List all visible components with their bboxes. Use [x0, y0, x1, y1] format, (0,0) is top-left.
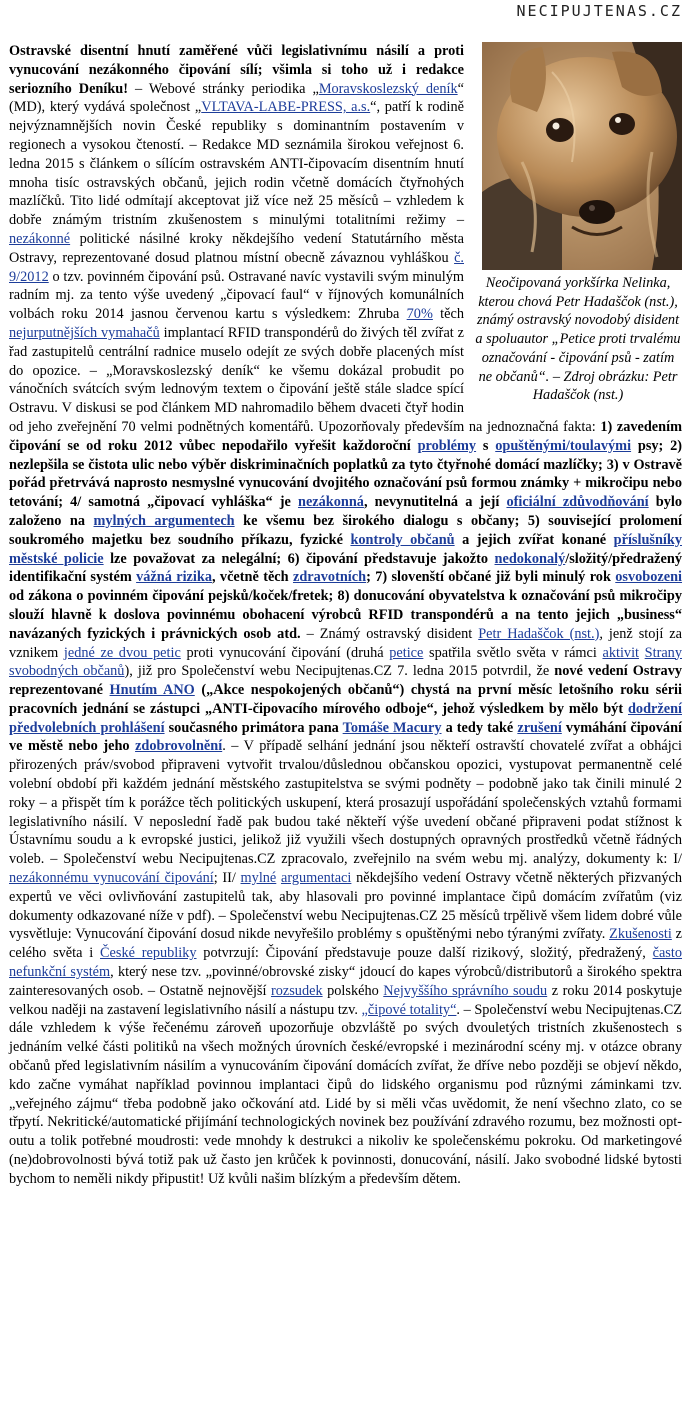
article-text: a tedy také	[441, 719, 518, 736]
article-link[interactable]: problémy	[417, 437, 477, 454]
article-text: , včetně těch	[211, 569, 293, 586]
article-link[interactable]: České republiky	[100, 945, 197, 962]
article-link[interactable]: Strany svobodných občanů	[9, 644, 682, 680]
article-text: ; 7) slovenští občané již byli minulý rok	[366, 569, 616, 586]
article-text: ; II/	[213, 870, 241, 887]
article-link[interactable]: často nefunkční systém	[9, 945, 682, 981]
article-text: lze považovat za nelegální; 6) čipování představuje jakožto	[103, 550, 495, 567]
article-text: . – Společenství webu Necipujtenas.CZ dále vzhledem k výše řečenému zároveň upozorňuje obzvláště po svých dvouletých tristních zkušenostech s jednáním velké části politiků na všech možných úrovních české/evropské i mezinárodní scény mj. v otázce obrany občanů před legislativním násilím a vynucováním čipování domácích zvířat, že dříve nebo později se objeví někdo, kdo začne vymáhat například povinnou implantaci čipů do lidského organismu pod různými záminkami tzv. „veřejného zájmu“ třeba podobně jako očkování atd. Lidé by si měli včas uvědomit, že není všechno zlato, co se třpytí. Nekritické/automatické přijímání technologických novinek bez používání zdravého rozumu, bez možnosti opt-outu a tolik potřebné moudrosti: vede mnohdy k destrukci a nikoliv ke společenskému pokroku. Od marketingové (ne)dobrovolnosti bývá totiž pak už často jen krůček k povinnosti, donucování, násilí. Jako svobodné lidské bytosti bychom to neměli nikdy připustit! Už kvůli našim blízkým a především dětem.	[9, 1001, 682, 1187]
figure-caption: Neočipovaná yorkšírka Nelinka, kterou chová Petr Hadaščok (nst.), známý ostravský novodobý disident a spoluautor „Petice proti trvalému označování - čipování psů - zatím ne občanů“. – Zdroj obrázku: Petr Hadaščok (nst.)	[475, 275, 681, 404]
article-link[interactable]: aktivit	[602, 644, 640, 661]
article-text: proti vynucování čipování (druhá	[180, 644, 390, 661]
article-text: někdejšího vedení Ostravy včetně některých přizvaných expertů ve věci ovlivňování zastupitelů tak, aby hlasovali pro povinné implantace čipů domácím zvířatům (viz dokumenty odkazované níže v pdf). – Společenství webu Necipujtenas.CZ 25 měsíců trpělivě všem lidem dobré vůle vysvětluje: Vynucování čipování dosud nikde nevyřešilo problémy s opuštěnými nebo týranými zvířaty.	[9, 870, 682, 943]
article-link[interactable]: „čipové totality“	[361, 1001, 457, 1018]
article-text: ), již pro Společenství webu Necipujtenas.CZ 7. ledna 2015 potvrdil, že	[124, 663, 555, 680]
article-link[interactable]: zdobrovolnění	[135, 738, 223, 755]
article-text: a jejich zvířat konané	[454, 531, 614, 548]
article-text: – Známý ostravský disident	[300, 625, 479, 642]
article-link[interactable]: oficiální zdůvodňování	[506, 494, 649, 511]
article-text: – Webové stránky periodika	[128, 80, 313, 97]
article-link[interactable]: č. 9/2012	[9, 249, 464, 285]
article-link[interactable]: 70%	[406, 306, 433, 323]
article-link[interactable]: kontroly občanů	[350, 531, 455, 548]
article-link[interactable]: Tomáše Macury	[342, 719, 442, 736]
article-link[interactable]: Zkušenosti	[609, 926, 672, 943]
article-link[interactable]: Moravskoslezský deník	[318, 80, 458, 97]
article-text: z celého světa i	[9, 926, 683, 962]
article-text: Ostravské disentní hnutí zaměřené vůči legislativnímu násilí a proti vynucování nezákonného čipování sílí; všimla si toho už i redakce seriozního Deníku!	[9, 43, 464, 97]
article-link[interactable]: nejurputnějších vymahačů	[9, 324, 160, 341]
article-link[interactable]: dodržení předvolebních prohlášení	[9, 700, 682, 736]
article-text: 1) zavedením čipování se od roku 2012 vůbec nepodařilo vyřešit každoroční	[9, 418, 682, 454]
article-text: současného primátora pana	[164, 719, 343, 736]
article-text: o tzv. povinném čipování psů. Ostravané navíc vystavili svým minulým radním mj. za tento výše uvedený „čipovací faul“ v říjnových komunálních volbách roku 2014 jasnou červenou kartu s výsledkem: Zhruba	[9, 268, 464, 323]
article-link[interactable]: Nejvyššího správního soudu	[383, 982, 548, 999]
article-text: “ (MD), který vydává společnost	[9, 80, 464, 116]
article-link[interactable]: mylných argumentech	[93, 512, 235, 529]
article-text: “, patří k rodině nejvýznamnějších novin České republiky s dominantním postavením v regionech a vysokou čteností. – Redakce MD seznámila širokou veřejnost 6. ledna 2015 s článkem o sílícím ostravském ANTI-čipovacím disentním hnutí mnoha tisíc ostravských občanů, jejich rodin včetně domácích čtyřnohých mazlíčků. Tito lidé odmítají akceptovat již více než 25 měsíců – vzhledem k dobře známým tristním zkušenostem s minulými totalitními režimy –	[9, 99, 464, 229]
article-text: spatřila světlo světa v rámci	[423, 644, 603, 661]
article-link[interactable]: opuštěnými/toulavými	[495, 437, 632, 454]
article-link[interactable]: vážná rizika	[136, 569, 212, 586]
article-link[interactable]: zrušení	[517, 719, 562, 736]
article-text: s	[476, 437, 496, 454]
article-text: ke všemu bez širokého dialogu s občany; 5) související prolomení soukromého majetku bez soudního příkazu, fyzické	[9, 512, 683, 548]
article-text: těch	[432, 306, 464, 323]
article-text: . – V případě selhání jednání jsou někteří ostravští chovatelé zvířat a obhájci přirozených práv/svobod připraveni vytvořit trvalou/důslednou občanskou opozici, vystupovat permanentně celé volební období při každém jednání městského zastupitelstva se svými podněty – podobně jako tak činili minulé 2 roky – a přispět tím k porážce těch politických uskupení, která prosazují uspořádání společenských vztahů formami legislativního násilí. V neposlední řadě pak budou také někteří výše uvedení občané připraveni podat stížnost k Ústavnímu soudu a k evropské justici, jelikož již využili všech dostupných opravných prostředků včetně řádných voleb. – Společenství webu Necipujtenas.CZ zpracovalo, zveřejnilo na svém webu mj. analýzy, dokumenty k: I/	[9, 738, 682, 868]
article-link[interactable]: Petr Hadaščok (nst.)	[478, 625, 600, 642]
article-text: z roku 2014 poskytuje velkou naději na zastavení legislativního násilí a nástupu tzv.	[9, 982, 682, 1018]
article-text: /složitý/předražený identifikační systém	[9, 550, 682, 586]
site-header: NECIPUJTENAS.CZ	[516, 2, 682, 20]
article-text: polského	[322, 982, 384, 999]
dog-photo	[482, 42, 682, 270]
article-text: „	[194, 99, 202, 116]
article-text: , jenž stojí za vznikem	[9, 625, 682, 661]
article-link[interactable]: jedné ze dvou petic	[63, 644, 181, 661]
article-link[interactable]: zdravotních	[292, 569, 367, 586]
article-text: psy; 2) nezlepšila se čistota ulic nebo výběr diskriminačních poplatků za tyto čtyřnohé domácí mazlíčky; 3) v Ostravě pořád přetrvává naprosto nesmyslné vynucování dvojitého označování psů formou známky + mikročipu nebo tetování; 4/ samotná „čipovací vyhláška“ je	[9, 437, 683, 511]
article-link[interactable]: mylné	[240, 870, 277, 887]
article-text: nové vedení Ostravy reprezentované	[9, 663, 682, 699]
article-text: od zákona o povinném čipování pejsků/koček/fretek; 8) donucování obyvatelstva k označování psů mikročipy slouží hlavně k doslova povinnému obohacení výrobců RFID transpondérů a na tento jejich „business“ navázaných fyzických i právnických osob atd.	[9, 588, 682, 642]
article-text: potvrzují: Čipování představuje pouze další rizikový, složitý, předražený,	[196, 945, 653, 962]
article-link[interactable]: VLTAVA-LABE-PRESS, a.s.	[201, 99, 371, 116]
article-text: „	[312, 80, 319, 97]
article-link[interactable]: Hnutím ANO	[109, 682, 195, 699]
article-link[interactable]: nezákonná	[298, 494, 364, 511]
article-text: („Akce nespokojených občanů“) chystá na první měsíc letošního roku sérii pracovních jednání se zástupci „ANTI-čipovacího mírového odboje“, jehož výsledkem by mělo být	[9, 682, 682, 717]
article-text: bylo založeno na	[9, 494, 683, 529]
figure	[474, 42, 682, 405]
article-link[interactable]: argumentaci	[280, 870, 352, 887]
article-link[interactable]: nedokonalý	[494, 550, 566, 567]
article-link[interactable]: nezákonnému vynucování čipování	[9, 870, 214, 887]
article-text: vymáhání čipování ve městě nebo jeho	[9, 719, 683, 755]
article-text: , nevynutitelná a její	[363, 494, 507, 511]
article-link[interactable]: petice	[389, 644, 424, 661]
article	[9, 42, 682, 1189]
article-link[interactable]: rozsudek	[270, 982, 323, 999]
article-link[interactable]: osvobozeni	[615, 569, 683, 586]
article-text: politické násilné kroky někdejšího vedení Statutárního města Ostravy, reprezentované dosud platnou místní obecně závaznou vyhláškou	[9, 230, 464, 266]
article-text: , který nese tzv. „povinné/obrovské zisky“ jdoucí do kapes výrobců/distributorů a širokého spektra zainteresovaných osob. – Ostatně nejnovější	[9, 964, 682, 999]
article-link[interactable]: příslušníky městské policie	[9, 531, 682, 567]
article-link[interactable]: nezákonné	[9, 230, 71, 247]
article-text: implantací RFID transpondérů do živých těl zvířat z řad zastupitelů centrální radnice muselo odejít ze svých dobře placených míst do opozice. – „Moravskoslezský deník“ ke všemu dokázal probudit po vánočních svátcích svým lednovým textem o čipování ještě stále sladce spící Ostravu. V diskusi se pod článkem MD nahromadilo během dvaceti čtyř hodin od jeho zveřejnění 70 velmi podnětných komentářů. Upozorňovaly především na jednoznačná fakta:	[9, 324, 601, 435]
